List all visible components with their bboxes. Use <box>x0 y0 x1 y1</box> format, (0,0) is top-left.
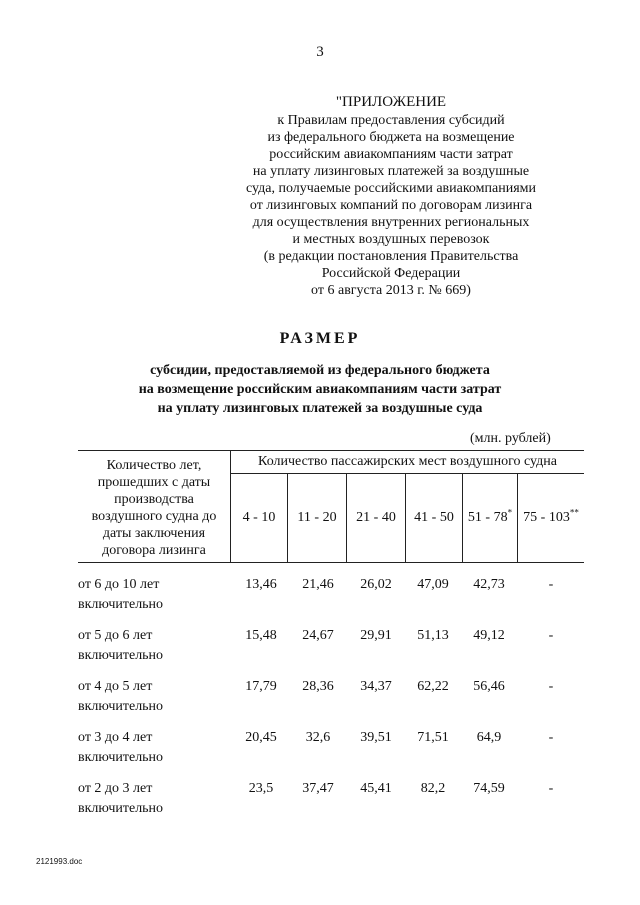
document-title: РАЗМЕР <box>279 330 361 347</box>
appendix-line: на уплату лизинговых платежей за воздушные <box>252 164 530 179</box>
row-label-line: включительно <box>78 750 164 765</box>
seats-group-header: Количество пассажирских мест воздушного судна <box>231 451 585 474</box>
row-label-line: включительно <box>78 597 164 612</box>
appendix-line: для осуществления внутренних региональных <box>252 215 530 230</box>
column-footnote-mark: * <box>507 507 513 518</box>
subtitle-line: на уплату лизинговых платежей за воздушные суда <box>157 401 483 416</box>
column-footnote-mark: ** <box>569 507 579 518</box>
years-column-header <box>78 451 231 563</box>
appendix-block <box>226 94 556 299</box>
row-label-line: от 6 до 10 лет <box>78 577 160 592</box>
appendix-line: российским авиакомпаниям части затрат <box>269 147 513 162</box>
subtitle-line: субсидии, предоставляемой из федерального бюджета <box>150 363 490 378</box>
row-label <box>78 728 238 768</box>
seats-column-header <box>288 474 347 563</box>
table-cell: 23,5 <box>248 781 274 796</box>
table-cell: 34,37 <box>360 679 392 694</box>
table-cell: 24,67 <box>302 628 334 643</box>
table-cell: 62,22 <box>417 679 449 694</box>
column-label: 21 - 40 <box>356 510 396 525</box>
appendix-heading: "ПРИЛОЖЕНИЕ <box>335 94 447 110</box>
table-cell: 56,46 <box>473 679 505 694</box>
table-cell: 32,6 <box>305 730 331 745</box>
table-cell: 82,2 <box>420 781 446 796</box>
table-cell: 26,02 <box>360 577 392 592</box>
row-label-line: от 2 до 3 лет <box>78 781 153 796</box>
table-cell: 49,12 <box>473 628 505 643</box>
row-label <box>78 626 238 666</box>
table-cell: - <box>548 679 554 694</box>
table-cell: 21,46 <box>302 577 334 592</box>
document-subtitle <box>80 361 560 418</box>
page-number: 3 <box>316 44 324 60</box>
table-cell: 71,51 <box>417 730 449 745</box>
table-cell: 17,79 <box>245 679 277 694</box>
table-cell: 29,91 <box>360 628 392 643</box>
table-cell: 45,41 <box>360 781 392 796</box>
table-cell: 15,48 <box>245 628 277 643</box>
row-label-line: от 3 до 4 лет <box>78 730 153 745</box>
appendix-line: от 6 августа 2013 г. № 669) <box>311 283 471 298</box>
appendix-line: к Правилам предоставления субсидий <box>277 113 505 128</box>
table-cell: 64,9 <box>476 730 502 745</box>
table-cell: 51,13 <box>417 628 449 643</box>
table-cell: 37,47 <box>302 781 334 796</box>
row-label-line: включительно <box>78 801 164 816</box>
appendix-line: (в редакции постановления Правительства <box>263 249 519 264</box>
table-cell: 20,45 <box>245 730 277 745</box>
table-cell: 47,09 <box>417 577 449 592</box>
units-label: (млн. рублей) <box>470 431 551 446</box>
table-cell: - <box>548 730 554 745</box>
table-cell: - <box>548 577 554 592</box>
table-cell: 39,51 <box>360 730 392 745</box>
years-header-line: Количество лет, <box>106 457 202 473</box>
table-cell: - <box>548 781 554 796</box>
row-label-line: включительно <box>78 699 164 714</box>
row-label <box>78 677 238 717</box>
seats-column-header <box>518 474 585 563</box>
column-label: 41 - 50 <box>414 510 454 525</box>
appendix-line: из федерального бюджета на возмещение <box>267 130 515 145</box>
years-header-line: прошедших с даты <box>97 474 211 490</box>
table-cell: 74,59 <box>473 781 505 796</box>
appendix-line: и местных воздушных перевозок <box>292 232 490 247</box>
row-label-line: от 4 до 5 лет <box>78 679 153 694</box>
column-label: 75 - 103 <box>523 510 570 525</box>
seats-column-header <box>347 474 406 563</box>
row-label <box>78 575 238 615</box>
table-cell: 28,36 <box>302 679 334 694</box>
appendix-line: от лизинговых компаний по договорам лизинга <box>249 198 533 213</box>
table-header <box>78 450 584 563</box>
row-label <box>78 779 238 819</box>
appendix-line: Российской Федерации <box>321 266 461 281</box>
row-label-line: от 5 до 6 лет <box>78 628 153 643</box>
appendix-line: суда, получаемые российскими авиакомпаниями <box>245 181 537 196</box>
years-header-line: воздушного судна до <box>91 508 217 524</box>
column-label: 4 - 10 <box>242 510 276 525</box>
table-cell: - <box>548 628 554 643</box>
column-label: 11 - 20 <box>297 510 337 525</box>
subtitle-line: на возмещение российским авиакомпаниям части затрат <box>138 382 502 397</box>
seats-column-header <box>406 474 463 563</box>
table-cell: 13,46 <box>245 577 277 592</box>
years-header-line: даты заключения <box>102 525 206 541</box>
column-label: 51 - 78 <box>467 510 508 525</box>
table-cell: 42,73 <box>473 577 505 592</box>
years-header-line: договора лизинга <box>102 542 206 558</box>
seats-column-header <box>463 474 518 563</box>
seats-column-header <box>231 474 288 563</box>
footer-filename: 2121993.doc <box>36 857 83 866</box>
row-label-line: включительно <box>78 648 164 663</box>
years-header-line: производства <box>114 491 194 507</box>
